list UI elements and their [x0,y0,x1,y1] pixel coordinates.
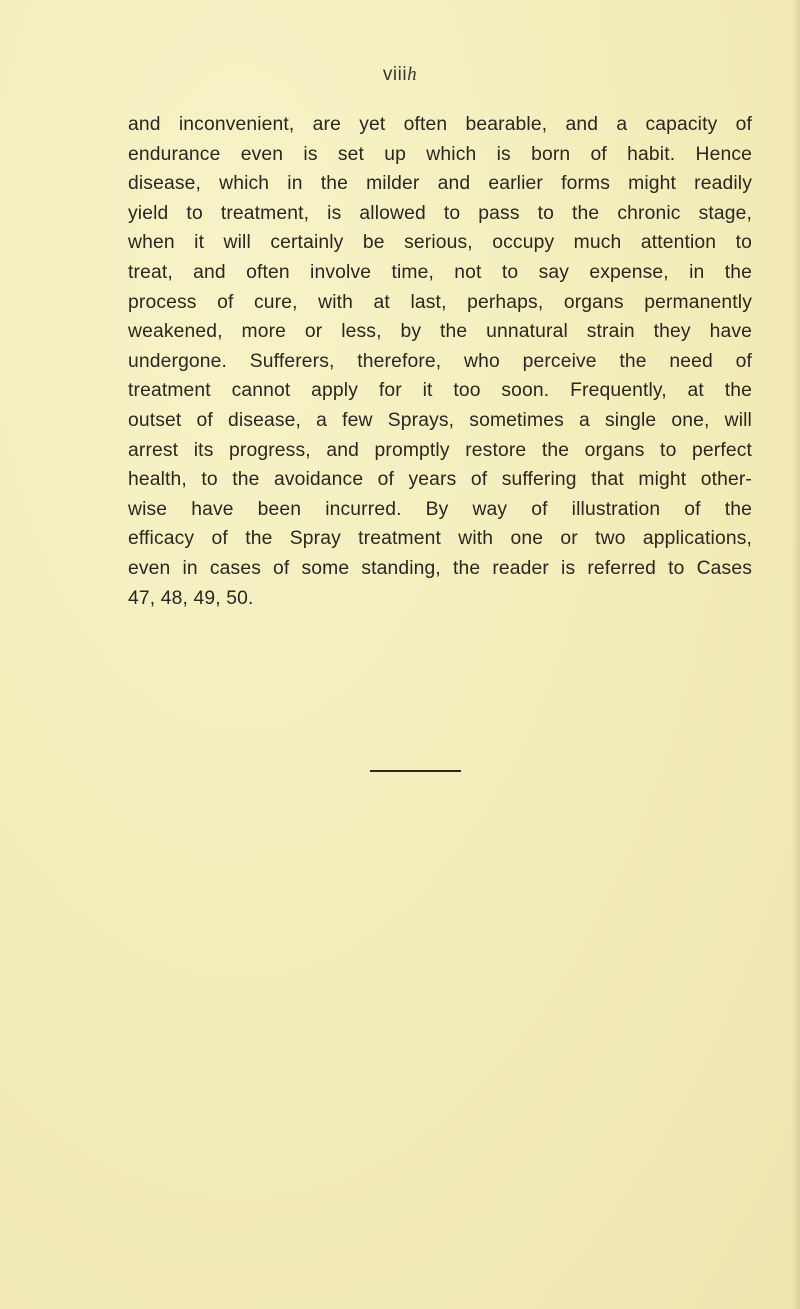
page-edge-shadow [792,0,800,1309]
text-line: yield to treatment, is allowed to pass to the chronic stage, [128,202,752,224]
text-line: treatment cannot apply for it too soon. Frequently, at the [128,380,752,402]
text-line: efficacy of the Spray treatment with one or two applications, [128,528,752,550]
page-number [0,64,800,86]
text-line: health, to the avoidance of years of suffering that might other- [128,469,752,491]
text-line: endurance even is set up which is born of habit. Hence [128,143,752,165]
text-line: when it will certainly be serious, occupy much attention to [128,232,752,254]
page-number-suffix: h [407,64,418,85]
text-line: treat, and often involve time, not to say expense, in the [128,261,752,283]
text-line: even in cases of some standing, the reader is referred to Cases [128,557,752,579]
text-line: wise have been incurred. By way of illustration of the [128,498,752,520]
body-paragraph [128,110,752,613]
page-number-roman: viii [382,64,408,85]
text-line: disease, which in the milder and earlier forms might readily [128,173,752,195]
text-line: and inconvenient, are yet often bearable, and a capacity of [128,114,752,135]
text-line: outset of disease, a few Sprays, sometimes a single one, will [128,409,752,431]
text-line: arrest its progress, and promptly restore the organs to perfect [128,439,752,461]
text-line: undergone. Sufferers, therefore, who perceive the need of [128,350,752,372]
text-line: 47, 48, 49, 50. [128,587,254,609]
text-line: weakened, more or less, by the unnatural strain they have [128,321,752,343]
text-line: process of cure, with at last, perhaps, organs permanently [128,291,752,313]
section-divider-rule [370,770,461,772]
